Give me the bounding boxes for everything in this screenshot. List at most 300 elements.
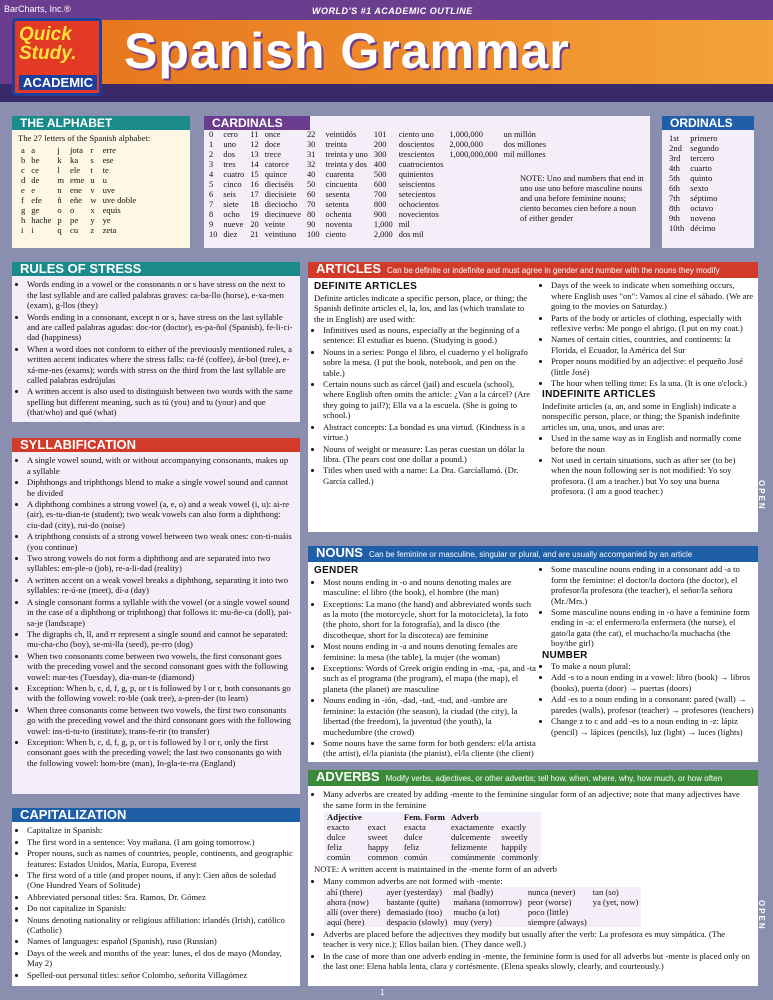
gender-item: • Some nouns have the same form for both genders: el/la artista (the artist), el/la pianista (the pianist), el/la cliente (the client) [323, 738, 536, 759]
page-number: 1 [380, 988, 385, 997]
alphabet-heading: THE ALPHABET [12, 116, 190, 130]
definite-articles-intro: Definite articles indicate a specific person, place, or thing; the Spanish definite articles el, la, los, and las (which translate to the in English) are used with: [314, 292, 528, 324]
alphabet-cell: ñ [57, 194, 62, 205]
alphabet-cell: te [102, 164, 109, 175]
alphabet-cell: e [21, 184, 25, 195]
definite-article-2-item: • The hour when telling time: Es la una. (It is one o'clock.) [551, 378, 754, 388]
capital-heading: CAPITALIZATION [12, 808, 300, 822]
cardinals-cell: veinte [264, 220, 286, 230]
cardinals-cell: 2,000,000 [449, 140, 483, 150]
alphabet-cell: zeta [102, 224, 117, 235]
adverb-end-item: • In the case of more than one adverb ending in -mente, the feminine form is used for all adverbs but -mente is placed only on the last one: Elena habla lenta, clara y cortésmente. (Elena speaks slowly, clearly, and courteously.) [323, 951, 752, 972]
capital-item: • Proper nouns, such as names of countries, people, continents, and geographic features: Estados Unidos, María, Europa, Everest [27, 848, 294, 869]
adverbs-intro: • Many adverbs are created by adding -mente to the feminine singular form of an adjective; note that many adjectives have the same form in the feminine [323, 789, 752, 810]
cardinals-cell [446, 210, 500, 220]
cardinals-cell: cuatro [223, 170, 245, 180]
stress-item: • A written accent is also used to distinguish between two words with the same spelling but different meaning, such as tú (you) and tu (your) and que (that/who) and qué (what) [27, 386, 294, 417]
cardinals-cell: 11 [250, 130, 259, 140]
definite-article-item: • Nouns in a series: Pongo el libro, el cuaderno y el bolígrafo sobre la mesa. (I put the book, notebook, and pen on the table.) [323, 347, 536, 378]
cardinals-cell: 1 [209, 140, 214, 150]
nouns-subheading: Can be feminine or masculine, singular or plural, and are usually accompanied by an article [368, 550, 693, 559]
adverb-cell: happy [367, 842, 389, 853]
cardinals-cell: cuatrocientos [398, 160, 444, 170]
capital-item: • The first word of a title (and proper nouns, if any): Cien años de soledad (One Hundred Years of Solitude) [27, 870, 294, 891]
cardinals-cell: treinta y uno [325, 150, 368, 160]
alphabet-cell: w [90, 194, 97, 205]
alphabet-cell: h [21, 214, 26, 225]
cardinals-cell: 40 [306, 170, 316, 180]
cardinals-cell: dos mil [398, 230, 424, 240]
alphabet-cell: z [90, 224, 95, 235]
syllab-item: • The digraphs ch, ll, and rr represent a single sound and cannot be separated: mu-cha-cho (boy), se-mi-lla (seed), pe-rro (dog) [27, 629, 294, 650]
cardinals-cell [501, 160, 550, 170]
alphabet-cell: j [57, 144, 60, 155]
alphabet-cell: k [57, 154, 62, 165]
alphabet-cell: y [90, 214, 95, 225]
ordinals-cell: noveno [690, 213, 716, 224]
adverb-list-cell [590, 907, 642, 917]
cardinals-cell: 32 [306, 160, 316, 170]
alphabet-row [18, 165, 139, 175]
cardinals-cell [446, 200, 500, 210]
cardinals-cell: novecientos [398, 210, 439, 220]
alphabet-cell: equis [102, 204, 121, 215]
alphabet-row [18, 185, 139, 195]
cardinals-cell: 1,000,000,000 [449, 150, 498, 160]
nouns-section [308, 546, 758, 762]
cardinals-row [206, 190, 549, 200]
articles-heading: ARTICLES [316, 261, 381, 276]
ordinals-cell: décimo [690, 223, 716, 234]
adverb-cell: comúnmente [450, 852, 496, 863]
cardinals-cell: 18 [250, 200, 259, 210]
syllab-item: • A triphthong consists of a strong vowel between two weak ones: con-ti-nuáis (you continue) [27, 531, 294, 552]
cardinals-cell: dieciocho [264, 200, 298, 210]
cardinals-cell: 13 [250, 150, 259, 160]
ordinals-row [666, 203, 722, 213]
adverb-list-cell: ahora (now) [327, 897, 369, 908]
page-title: Spanish Grammar [124, 23, 570, 79]
adverb-list-cell: mal (badly) [453, 887, 494, 898]
syllab-heading: SYLLABIFICATION [12, 438, 300, 452]
adverb-list-cell: aquí (here) [327, 917, 365, 928]
logo-line1: Quick Study. [19, 24, 77, 64]
adverb-list-cell: mañana (tomorrow) [453, 897, 522, 908]
cardinals-cell: doscientos [398, 140, 435, 150]
cardinals-cell: 6 [209, 190, 214, 200]
adverb-cell: Adjective [327, 812, 362, 823]
cardinals-cell: 100 [306, 230, 320, 240]
quickstudy-logo [12, 18, 102, 96]
cardinals-cell: ciento uno [398, 130, 434, 140]
adverbs-end-list [314, 929, 752, 972]
adverb-list-row [324, 897, 641, 907]
alphabet-intro: The 27 letters of the Spanish alphabet: [18, 133, 151, 144]
adverb-list-cell: ayer (yesterday) [386, 887, 443, 898]
definite-article-item: • Nouns of weight or measure: Las peras cuestan un dólar la libra. (The pears cost one dollar a pound.) [323, 444, 536, 465]
adverb-cell: happily [501, 842, 528, 853]
syllab-item: • Exception: When b, c, d, f, g, p, or t is followed by l or r, both consonants go with the following vowel: ro-ble (oak tree), a-pren-der (to learn) [27, 683, 294, 704]
cardinals-cell: un millón [503, 130, 536, 140]
alphabet-cell: uve doble [102, 194, 137, 205]
adverb-cell: Adverb [450, 812, 479, 823]
adverb-row [324, 842, 541, 852]
adverb-list-cell: siempre (always) [527, 917, 587, 928]
cardinals-cell: setecientos [398, 190, 436, 200]
syllab-item: • Exception: When b, c, d, f, g, p, or t is followed by l or r, only the first consonant goes with the preceding vowel; the last two consonants go with the following vowel: hom-bre (man), In-gla-te-rra (England) [27, 737, 294, 768]
cardinals-cell: 800 [373, 200, 387, 210]
adverbs-header [308, 770, 758, 786]
cardinals-cell: noventa [325, 220, 353, 230]
definite-article-2-item: • Names of certain cities, countries, and continents: la Florida, el Ecuador, la América del Sur [551, 334, 754, 355]
ordinals-heading: ORDINALS [662, 116, 754, 130]
adverb-list-row [324, 917, 641, 927]
cardinals-cell [446, 180, 500, 190]
cardinals-cell: dieciséis [264, 180, 294, 190]
adverb-cell [365, 812, 401, 822]
cardinals-cell [446, 220, 500, 230]
alphabet-cell: i [31, 224, 34, 235]
alphabet-cell: o [57, 204, 62, 215]
cardinals-row [206, 130, 549, 140]
ordinals-cell: 3rd [669, 153, 681, 164]
cardinals-cell: sesenta [325, 190, 350, 200]
indefinite-article-item: • Used in the same way as in English and normally come before the noun [551, 433, 754, 454]
definite-article-item: • Titles when used with a name: La Dra. Garcíallamó. (Dr. García called.) [323, 465, 536, 486]
adverb-cell [498, 812, 541, 822]
cardinals-cell: 70 [306, 200, 316, 210]
cardinals-cell: diez [223, 230, 238, 240]
cardinals-cell: 8 [209, 210, 214, 220]
cardinals-cell: 15 [250, 170, 259, 180]
adverbs-table [324, 812, 541, 862]
adverbs-section [308, 770, 758, 986]
capitalization-section [12, 808, 300, 986]
cardinals-cell: 9 [209, 220, 214, 230]
capital-item: • The first word in a sentence: Voy mañana. (I am going tomorrow.) [27, 837, 294, 847]
ordinals-cell: 6th [669, 183, 680, 194]
cardinals-cell: 101 [373, 130, 387, 140]
ordinals-cell: 9th [669, 213, 680, 224]
alphabet-cell: a [31, 144, 36, 155]
alphabet-cell: i [21, 224, 24, 235]
adverb-cell: dulce [327, 832, 346, 843]
alphabet-cell: jota [70, 144, 83, 155]
ordinals-row [666, 153, 722, 163]
cardinals-cell: veintidós [325, 130, 357, 140]
alphabet-cell: o [70, 204, 75, 215]
cardinals-cell: 60 [306, 190, 316, 200]
capital-item: • Abbreviated personal titles: Sra. Ramos, Dr. Gómez [27, 892, 294, 902]
alphabet-row [18, 175, 139, 185]
cardinals-cell: doce [264, 140, 281, 150]
alphabet-cell: eñe [70, 194, 82, 205]
adverb-list-cell: allí (over there) [327, 907, 381, 918]
syllab-item: • When three consonants come between two vowels, the first two consonants go with the preceding vowel and the third consonant goes with the following vowel: ins-ti-tu-to (institute), trans-fe-rir (to transfer) [27, 705, 294, 736]
adverb-cell: exact [367, 822, 386, 833]
ordinals-cell: segundo [690, 143, 719, 154]
adverb-cell: commonly [501, 852, 539, 863]
ordinals-cell: 1st [669, 133, 680, 144]
cardinals-cell: cincuenta [325, 180, 358, 190]
adverb-list-cell [590, 917, 642, 927]
cardinals-cell: seis [223, 190, 236, 200]
cardinals-cell: 21 [250, 230, 259, 240]
ordinals-cell: octavo [690, 203, 714, 214]
gender-item: • Exceptions: Words of Greek origin ending in -ma, -pa, and -ta such as el programa (the program), el mapa (the map), el planeta (the planet) are masculine [323, 663, 536, 694]
cardinals-cell: cinco [223, 180, 242, 190]
alphabet-cell: pe [70, 214, 79, 225]
cardinals-cell [446, 230, 500, 240]
definite-article-2-item: • Proper nouns modified by an adjective: el pequeño José (little José) [551, 356, 754, 377]
cardinals-cell: trescientos [398, 150, 435, 160]
adverb-cell: común [403, 852, 428, 863]
alphabet-cell: m [57, 174, 65, 185]
syllab-item: • When two consonants come between two vowels, the first consonant goes with the preceding vowel and the second consonant goes with the following vowel: mar-tes (Tuesday), dia-man-te (diamond) [27, 651, 294, 682]
cardinals-cell: cero [223, 130, 238, 140]
gender-2-item: • Some masculine nouns ending in a consonant add -a to form the feminine: el doctor/la doctora (the doctor), el profesor/la profesora (the teacher), el señor/la señora (Mr./Mrs.) [551, 564, 754, 606]
cardinals-cell: treinta [325, 140, 347, 150]
adverb-list-cell: peor (worse) [527, 897, 572, 908]
alphabet-cell: ye [102, 214, 111, 225]
cardinals-cell: tres [223, 160, 236, 170]
ordinals-cell: 4th [669, 163, 680, 174]
alphabet-cell: q [57, 224, 62, 235]
open-side-label-2: OPEN [757, 900, 766, 931]
adverb-cell: dulce [403, 832, 423, 843]
adverb-cell: felizmente [450, 842, 488, 853]
cardinals-cell: 19 [250, 210, 259, 220]
gender-2-item: • Some masculine nouns ending in -o have a feminine form ending in -a: el enfermero/la enfermera (the nurse), el gato/la gata (the cat), el muchacho/la muchacha (the boy/the girl) [551, 607, 754, 649]
alphabet-cell: erre [102, 144, 116, 155]
cardinals-cell: 10 [209, 230, 218, 240]
alphabet-row [18, 225, 139, 235]
cardinals-cell: 900 [373, 210, 387, 220]
nouns-header [308, 546, 758, 562]
cardinals-cell: 1,000 [373, 220, 393, 230]
alphabet-cell: t [90, 164, 93, 175]
cardinals-cell: ochocientos [398, 200, 439, 210]
outline-tagline: WORLD'S #1 ACADEMIC OUTLINE [312, 6, 473, 16]
cardinals-cell: uno [223, 140, 236, 150]
cardinals-row [206, 160, 549, 170]
cardinals-cell: 7 [209, 200, 214, 210]
alphabet-cell: ele [70, 164, 81, 175]
cardinals-cell: setenta [325, 200, 349, 210]
capital-item: • Capitalize in Spanish: [27, 825, 294, 835]
capital-item: • Nouns denoting nationality or religious affiliation: irlandés (Irish), católico (Catholic) [27, 915, 294, 936]
adverb-cell: sweet [367, 832, 388, 843]
syllab-list [18, 455, 294, 768]
cardinals-cell: siete [223, 200, 239, 210]
capital-item: • Spelled-out personal titles: señor Colombo, señorita Villagómez [27, 970, 294, 980]
gender-item: • Exceptions: La mano (the hand) and abbreviated words such as la moto (the motorcycle, short for la motocicleta), la foto (the photo, short for la fotografía), and la disco (the discotheque, short for la discoteca) are feminine [323, 599, 536, 641]
alphabet-cell: x [90, 204, 95, 215]
adverbs-note: NOTE: A written accent is maintained in the -mente form of an adverb [314, 864, 557, 875]
cardinals-cell: 31 [306, 150, 316, 160]
adverb-cell: feliz [327, 842, 343, 853]
cardinals-row [206, 200, 549, 210]
cardinals-cell: 200 [373, 140, 387, 150]
alphabet-cell: r [90, 144, 94, 155]
adverb-row [324, 812, 541, 822]
adverb-list-row [324, 907, 641, 917]
cardinals-heading: CARDINALS [204, 116, 310, 130]
adverb-list-cell: tan (so) [592, 887, 619, 898]
alphabet-cell: u [102, 174, 107, 185]
adverb-cell: común [327, 852, 351, 863]
alphabet-cell: b [21, 154, 26, 165]
ordinals-row [666, 223, 722, 233]
header-banner [0, 0, 773, 102]
cardinals-cell: ciento [325, 230, 346, 240]
cardinals-cell: 3 [209, 160, 214, 170]
alphabet-cell: ce [31, 164, 39, 175]
adverbs-heading: ADVERBS [316, 769, 380, 784]
adverb-cell: dulcemente [450, 832, 491, 843]
alphabet-cell: u [90, 174, 95, 185]
number-item: • Add -s to a noun ending in a vowel: libro (book) → libros (books), puerta (door) → puertas (doors) [551, 672, 754, 693]
ordinals-table [666, 133, 722, 233]
syllab-item: • A written accent on a weak vowel breaks a diphthong, separating it into two syllables: re-ú-ne (meet), dí-a (day) [27, 575, 294, 596]
cardinals-cell: 700 [373, 190, 387, 200]
gender-heading: GENDER [314, 565, 359, 577]
cardinals-cell: 500 [373, 170, 387, 180]
cardinals-cell: 5 [209, 180, 214, 190]
cardinals-row [206, 170, 549, 180]
adverb-cell: sweetly [501, 832, 528, 843]
adverb-cell: common [367, 852, 398, 863]
header-dark-band [0, 84, 773, 102]
alphabet-cell: v [90, 184, 95, 195]
alphabet-cell: uve [102, 184, 115, 195]
cardinals-cell: dos [223, 150, 236, 160]
syllab-item: • Diphthongs and triphthongs blend to make a single vowel sound and cannot be divided [27, 477, 294, 498]
cardinals-cell: treinta y dos [325, 160, 367, 170]
cardinals-cell: 300 [373, 150, 387, 160]
definite-articles-list-2 [542, 280, 754, 388]
adverb-cell: exactamente [450, 822, 494, 833]
number-list [542, 661, 754, 737]
ordinals-cell: quinto [690, 173, 713, 184]
cardinals-cell: nueve [223, 220, 244, 230]
adverb-cell: Fem. Form [403, 812, 445, 823]
syllabification-section [12, 438, 300, 794]
number-item: • To make a noun plural: [551, 661, 754, 671]
adverbs-list-table [324, 887, 641, 927]
adverb-list-cell: despacio (slowly) [386, 917, 448, 928]
alphabet-cell: p [57, 214, 62, 225]
ordinals-cell: 10th [669, 223, 685, 234]
cardinals-section [204, 116, 650, 248]
definite-article-item: • Infinitives used as nouns, especially at the beginning of a sentence: El estudiar es bueno. (Studying is good.) [323, 325, 536, 346]
cardinals-row [206, 140, 549, 150]
number-item: • Add -es to a noun ending in a consonant: pared (wall) → paredes (walls), profesor (teacher) → profesores (teachers) [551, 694, 754, 715]
ordinals-row [666, 143, 722, 153]
cardinals-cell: 14 [250, 160, 259, 170]
ordinals-row [666, 133, 722, 143]
adverb-list-cell: demasiado (too) [386, 907, 443, 918]
alphabet-cell: cu [70, 224, 79, 235]
cardinals-row [206, 150, 549, 160]
indefinite-articles-intro: Indefinite articles (a, an, and some in English) indicate a nonspecific person, place, or thing; the Spanish indefinite articles un, una, unos, and unas are: [542, 400, 740, 432]
adverb-end-item: • Adverbs are placed before the adjectives they modify but usually after the verb: La profesora es muy simpática. (The teacher is very nice.); Ellos bailan bien. (They dance well.) [323, 929, 752, 950]
logo-line2: ACADEMIC [19, 75, 97, 90]
alphabet-section [12, 116, 190, 248]
cardinals-row [206, 210, 549, 220]
gender-list-2 [542, 564, 754, 648]
alphabet-cell: g [21, 204, 26, 215]
alphabet-row [18, 215, 139, 225]
capital-item: • Days of the week and months of the year: lunes, el dos de mayo (Monday, May 2) [27, 948, 294, 969]
cardinals-cell: quinientos [398, 170, 434, 180]
indefinite-article-item: • Not used in certain situations, such as after ser (to be) when the noun following ser is not modified: Yo soy profesora. (I am a teacher.) but Yo soy una buena profesora. (I am a good teacher.) [551, 455, 754, 497]
cardinals-cell: 17 [250, 190, 259, 200]
cardinals-row [206, 220, 549, 230]
cardinals-cell: diecisiete [264, 190, 297, 200]
adverb-row [324, 832, 541, 842]
cardinals-cell [446, 160, 500, 170]
nouns-heading: NOUNS [316, 545, 363, 560]
cardinals-cell: mil [398, 220, 410, 230]
cardinals-row [206, 230, 549, 240]
articles-subheading: Can be definite or indefinite and must agree in gender and number with the nouns they modify [387, 266, 720, 275]
capital-item: • Do not capitalize in Spanish: [27, 903, 294, 913]
alphabet-cell: f [21, 194, 24, 205]
brand-name: BarCharts, Inc.® [4, 4, 71, 14]
alphabet-cell: d [21, 174, 26, 185]
ordinals-row [666, 183, 722, 193]
gender-item: • Most nouns ending in -a and nouns denoting females are feminine: la mesa (the table), la mujer (the woman) [323, 641, 536, 662]
cardinals-cell: cuarenta [325, 170, 354, 180]
number-heading: NUMBER [542, 649, 588, 661]
capital-list [18, 825, 294, 980]
cardinals-cell: 30 [306, 140, 316, 150]
stress-heading: RULES OF STRESS [12, 262, 300, 276]
alphabet-cell: hache [31, 214, 52, 225]
syllab-item: • Two strong vowels do not form a diphthong and are separated into two syllables: em-ple-o (job), re-a-li-dad (reality) [27, 553, 294, 574]
cardinals-cell: trece [264, 150, 281, 160]
adverb-list-cell: ya (yet, now) [592, 897, 639, 908]
cardinals-cell: 16 [250, 180, 259, 190]
alphabet-row [18, 205, 139, 215]
ordinals-cell: sexto [690, 183, 709, 194]
cardinals-cell: veintiuno [264, 230, 297, 240]
cardinals-cell: quince [264, 170, 288, 180]
alphabet-cell: s [90, 154, 94, 165]
ordinals-cell: primero [690, 133, 718, 144]
alphabet-cell: a [21, 144, 25, 155]
adverb-list-row [324, 887, 641, 897]
definite-article-item: • Abstract concepts: La bondad es una virtud. (Kindness is a virtue.) [323, 422, 536, 443]
cardinals-cell: 22 [306, 130, 316, 140]
cardinals-cell: 600 [373, 180, 387, 190]
cardinals-cell [501, 230, 550, 240]
ordinals-row [666, 193, 722, 203]
adverbs-subheading: Modify verbs, adjectives, or other adverbs; tell how, when, where, why, how much, or how often [385, 774, 723, 783]
alphabet-row [18, 145, 139, 155]
definite-article-item: • Certain nouns such as cárcel (jail) and escuela (school), where English often omits the article: ¿Van a la cárcel? (Are they going to jail?); Ella va a la escuela. (She is going to school.) [323, 379, 536, 421]
alphabet-cell: be [31, 154, 40, 165]
cardinals-cell: mil millones [503, 150, 546, 160]
cardinals-cell: 12 [250, 140, 259, 150]
ordinals-cell: tercero [690, 153, 715, 164]
syllab-item: • A single vowel sound, with or without accompanying consonants, makes up a syllable [27, 455, 294, 476]
adverb-cell: feliz [403, 842, 420, 853]
cardinals-cell: 80 [306, 210, 316, 220]
ordinals-cell: 7th [669, 193, 680, 204]
ordinals-cell: séptimo [690, 193, 718, 204]
